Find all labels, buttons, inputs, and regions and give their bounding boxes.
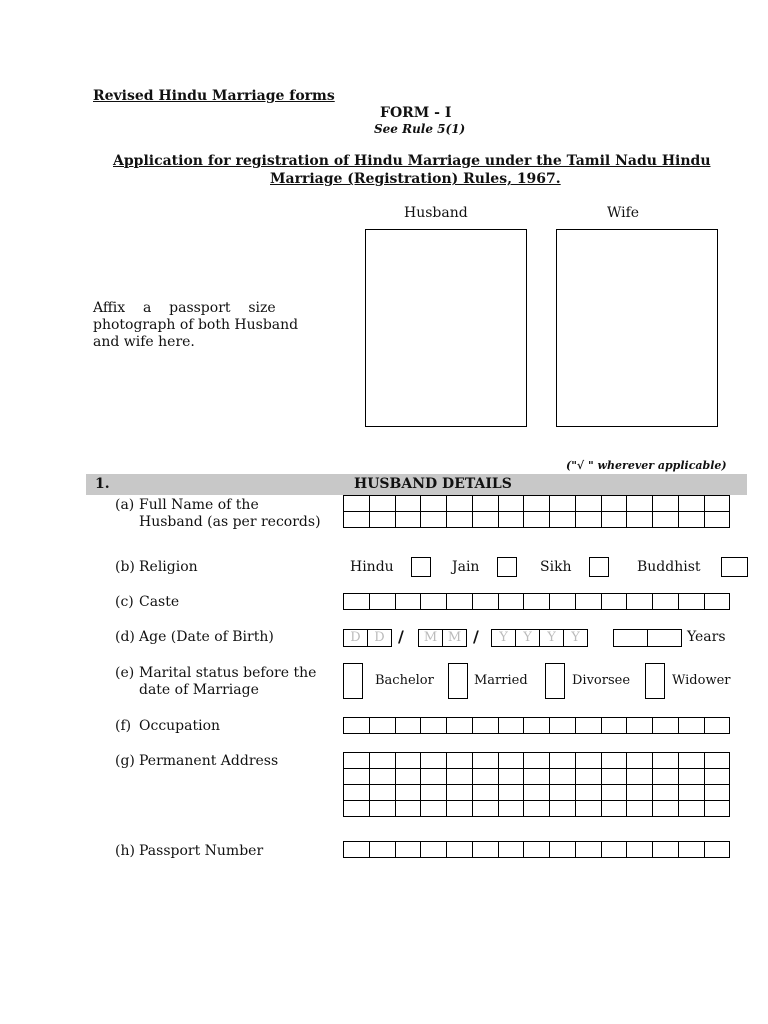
photo-instruction-line1: Affix a passport size bbox=[93, 300, 276, 316]
grid-cell[interactable] bbox=[678, 495, 705, 512]
photo-instruction-line3: and wife here. bbox=[93, 334, 195, 350]
field-d-mark: (d) bbox=[115, 629, 135, 645]
grid-cell[interactable] bbox=[369, 768, 396, 785]
dob-day-1[interactable]: D bbox=[343, 629, 368, 647]
grid-cell[interactable] bbox=[498, 495, 525, 512]
grid-cell[interactable] bbox=[498, 768, 525, 785]
grid-cell[interactable] bbox=[369, 841, 396, 858]
grid-cell[interactable] bbox=[420, 717, 447, 734]
grid-cell[interactable] bbox=[652, 841, 679, 858]
field-c-mark: (c) bbox=[115, 594, 134, 610]
grid-cell[interactable] bbox=[678, 511, 705, 528]
grid-cell[interactable] bbox=[601, 511, 628, 528]
dob-slash-1: / bbox=[398, 627, 404, 646]
grid-cell[interactable] bbox=[420, 800, 447, 817]
grid-cell[interactable] bbox=[343, 784, 370, 801]
grid-cell[interactable] bbox=[369, 593, 396, 610]
grid-cell[interactable] bbox=[446, 495, 473, 512]
grid-cell[interactable] bbox=[343, 800, 370, 817]
grid-cell[interactable] bbox=[652, 768, 679, 785]
grid-cell[interactable] bbox=[575, 800, 602, 817]
grid-cell[interactable] bbox=[678, 800, 705, 817]
grid-cell[interactable] bbox=[704, 495, 731, 512]
grid-cell[interactable] bbox=[446, 768, 473, 785]
grid-cell[interactable] bbox=[498, 511, 525, 528]
full-name-grid[interactable] bbox=[343, 495, 729, 527]
religion-sikh-checkbox[interactable] bbox=[589, 557, 609, 577]
grid-row bbox=[343, 752, 729, 768]
grid-cell[interactable] bbox=[601, 841, 628, 858]
grid-cell[interactable] bbox=[626, 784, 653, 801]
occupation-grid[interactable] bbox=[343, 717, 729, 733]
grid-row bbox=[343, 511, 729, 527]
grid-cell[interactable] bbox=[343, 768, 370, 785]
grid-cell[interactable] bbox=[704, 593, 731, 610]
grid-cell[interactable] bbox=[523, 784, 550, 801]
grid-cell[interactable] bbox=[626, 511, 653, 528]
field-b-label: Religion bbox=[139, 559, 198, 575]
form-number: FORM - I bbox=[380, 105, 452, 121]
field-e-mark: (e) bbox=[115, 665, 135, 681]
grid-cell[interactable] bbox=[369, 800, 396, 817]
grid-cell[interactable] bbox=[601, 768, 628, 785]
grid-cell[interactable] bbox=[601, 593, 628, 610]
grid-cell[interactable] bbox=[472, 511, 499, 528]
grid-cell[interactable] bbox=[343, 841, 370, 858]
grid-row bbox=[343, 495, 729, 511]
field-a-label-line2: Husband (as per records) bbox=[139, 514, 321, 530]
dob-month-2[interactable]: M bbox=[442, 629, 467, 647]
grid-cell[interactable] bbox=[523, 717, 550, 734]
grid-cell[interactable] bbox=[549, 593, 576, 610]
grid-cell[interactable] bbox=[472, 841, 499, 858]
field-f-label: Occupation bbox=[139, 718, 221, 734]
grid-cell[interactable] bbox=[652, 800, 679, 817]
dob-year-1[interactable]: Y bbox=[491, 629, 516, 647]
grid-cell[interactable] bbox=[704, 768, 731, 785]
grid-cell[interactable] bbox=[652, 495, 679, 512]
grid-row bbox=[343, 784, 729, 800]
grid-cell[interactable] bbox=[523, 752, 550, 769]
grid-cell[interactable] bbox=[549, 784, 576, 801]
grid-cell[interactable] bbox=[523, 768, 550, 785]
grid-cell[interactable] bbox=[601, 717, 628, 734]
grid-cell[interactable] bbox=[575, 495, 602, 512]
grid-cell[interactable] bbox=[678, 752, 705, 769]
grid-cell[interactable] bbox=[395, 800, 422, 817]
grid-cell[interactable] bbox=[652, 717, 679, 734]
grid-cell[interactable] bbox=[343, 593, 370, 610]
section-bar bbox=[86, 474, 747, 495]
age-years-cell-1[interactable] bbox=[613, 629, 648, 647]
marital-married-checkbox[interactable] bbox=[448, 663, 468, 699]
grid-cell[interactable] bbox=[498, 784, 525, 801]
grid-cell[interactable] bbox=[549, 511, 576, 528]
grid-cell[interactable] bbox=[626, 717, 653, 734]
grid-cell[interactable] bbox=[575, 593, 602, 610]
years-label: Years bbox=[687, 629, 726, 645]
dob-slash-2: / bbox=[473, 627, 479, 646]
address-grid[interactable] bbox=[343, 752, 729, 816]
grid-cell[interactable] bbox=[446, 784, 473, 801]
religion-hindu-label: Hindu bbox=[350, 559, 394, 575]
grid-cell[interactable] bbox=[498, 593, 525, 610]
grid-cell[interactable] bbox=[369, 752, 396, 769]
religion-jain-checkbox[interactable] bbox=[497, 557, 517, 577]
grid-cell[interactable] bbox=[343, 495, 370, 512]
grid-cell[interactable] bbox=[549, 841, 576, 858]
grid-cell[interactable] bbox=[704, 717, 731, 734]
grid-cell[interactable] bbox=[601, 784, 628, 801]
grid-cell[interactable] bbox=[420, 841, 447, 858]
grid-row bbox=[343, 841, 729, 857]
grid-row bbox=[343, 800, 729, 816]
field-b-mark: (b) bbox=[115, 559, 135, 575]
grid-cell[interactable] bbox=[626, 593, 653, 610]
grid-cell[interactable] bbox=[498, 752, 525, 769]
grid-cell[interactable] bbox=[549, 752, 576, 769]
grid-cell[interactable] bbox=[626, 768, 653, 785]
photo-instruction-line2: photograph of both Husband bbox=[93, 317, 299, 333]
grid-cell[interactable] bbox=[498, 841, 525, 858]
husband-photo-label: Husband bbox=[404, 205, 468, 221]
tick-note: ("√ " wherever applicable) bbox=[566, 459, 727, 472]
grid-cell[interactable] bbox=[446, 800, 473, 817]
grid-cell[interactable] bbox=[626, 800, 653, 817]
marital-married-label: Married bbox=[474, 673, 528, 688]
dob-year-3[interactable]: Y bbox=[539, 629, 564, 647]
document-title: Revised Hindu Marriage forms bbox=[93, 88, 335, 104]
field-d-label: Age (Date of Birth) bbox=[139, 629, 274, 645]
grid-cell[interactable] bbox=[652, 784, 679, 801]
rule-reference: See Rule 5(1) bbox=[374, 122, 466, 136]
grid-cell[interactable] bbox=[498, 800, 525, 817]
grid-cell[interactable] bbox=[498, 717, 525, 734]
field-g-mark: (g) bbox=[115, 753, 135, 769]
section-number: 1. bbox=[95, 476, 110, 492]
grid-cell[interactable] bbox=[395, 495, 422, 512]
grid-cell[interactable] bbox=[369, 495, 396, 512]
age-years-cell-2[interactable] bbox=[647, 629, 682, 647]
religion-buddhist-checkbox[interactable] bbox=[721, 557, 748, 577]
dob-month-1[interactable]: M bbox=[418, 629, 443, 647]
grid-cell[interactable] bbox=[626, 841, 653, 858]
wife-photo-label: Wife bbox=[607, 205, 640, 221]
religion-buddhist-label: Buddhist bbox=[637, 559, 701, 575]
grid-cell[interactable] bbox=[678, 841, 705, 858]
grid-cell[interactable] bbox=[549, 800, 576, 817]
grid-cell[interactable] bbox=[343, 752, 370, 769]
grid-cell[interactable] bbox=[575, 717, 602, 734]
grid-cell[interactable] bbox=[446, 752, 473, 769]
marital-bachelor-checkbox[interactable] bbox=[343, 663, 363, 699]
grid-cell[interactable] bbox=[601, 752, 628, 769]
field-a-mark: (a) bbox=[115, 497, 135, 513]
field-h-mark: (h) bbox=[115, 843, 135, 859]
caste-grid[interactable] bbox=[343, 593, 729, 609]
field-c-label: Caste bbox=[139, 594, 180, 610]
grid-cell[interactable] bbox=[678, 717, 705, 734]
grid-cell[interactable] bbox=[523, 511, 550, 528]
photo-instruction bbox=[93, 300, 336, 351]
grid-cell[interactable] bbox=[575, 768, 602, 785]
grid-cell[interactable] bbox=[343, 511, 370, 528]
grid-cell[interactable] bbox=[446, 841, 473, 858]
grid-cell[interactable] bbox=[704, 841, 731, 858]
grid-cell[interactable] bbox=[704, 511, 731, 528]
grid-cell[interactable] bbox=[395, 717, 422, 734]
grid-cell[interactable] bbox=[472, 800, 499, 817]
grid-cell[interactable] bbox=[678, 784, 705, 801]
grid-cell[interactable] bbox=[472, 768, 499, 785]
grid-cell[interactable] bbox=[420, 511, 447, 528]
grid-cell[interactable] bbox=[472, 784, 499, 801]
grid-cell[interactable] bbox=[549, 717, 576, 734]
grid-cell[interactable] bbox=[523, 495, 550, 512]
grid-cell[interactable] bbox=[395, 784, 422, 801]
grid-row bbox=[343, 717, 729, 733]
grid-cell[interactable] bbox=[678, 593, 705, 610]
grid-cell[interactable] bbox=[575, 841, 602, 858]
application-title-line2: Marriage (Registration) Rules, 1967. bbox=[270, 171, 561, 187]
religion-hindu-checkbox[interactable] bbox=[411, 557, 431, 577]
grid-cell[interactable] bbox=[446, 717, 473, 734]
dob-year-4[interactable]: Y bbox=[563, 629, 588, 647]
grid-cell[interactable] bbox=[395, 841, 422, 858]
grid-cell[interactable] bbox=[472, 717, 499, 734]
wife-photo-box[interactable] bbox=[556, 229, 718, 427]
grid-cell[interactable] bbox=[369, 511, 396, 528]
field-a-label-line1: Full Name of the bbox=[139, 497, 259, 513]
grid-cell[interactable] bbox=[626, 495, 653, 512]
grid-cell[interactable] bbox=[704, 752, 731, 769]
field-e-label-line1: Marital status before the bbox=[139, 665, 317, 681]
marital-divorsee-checkbox[interactable] bbox=[545, 663, 565, 699]
grid-cell[interactable] bbox=[369, 784, 396, 801]
grid-cell[interactable] bbox=[652, 752, 679, 769]
grid-cell[interactable] bbox=[472, 752, 499, 769]
grid-cell[interactable] bbox=[575, 511, 602, 528]
grid-cell[interactable] bbox=[420, 752, 447, 769]
field-h-label: Passport Number bbox=[139, 843, 264, 859]
grid-cell[interactable] bbox=[523, 841, 550, 858]
grid-cell[interactable] bbox=[575, 752, 602, 769]
passport-grid[interactable] bbox=[343, 841, 729, 857]
grid-cell[interactable] bbox=[420, 593, 447, 610]
grid-cell[interactable] bbox=[652, 511, 679, 528]
religion-sikh-label: Sikh bbox=[540, 559, 572, 575]
marital-bachelor-label: Bachelor bbox=[375, 673, 434, 688]
field-f-mark: (f) bbox=[115, 718, 132, 734]
religion-jain-label: Jain bbox=[452, 559, 480, 575]
grid-cell[interactable] bbox=[704, 784, 731, 801]
grid-cell[interactable] bbox=[601, 495, 628, 512]
grid-cell[interactable] bbox=[343, 717, 370, 734]
grid-cell[interactable] bbox=[446, 593, 473, 610]
grid-cell[interactable] bbox=[420, 784, 447, 801]
section-title: HUSBAND DETAILS bbox=[354, 476, 512, 492]
grid-cell[interactable] bbox=[395, 768, 422, 785]
grid-cell[interactable] bbox=[549, 768, 576, 785]
grid-cell[interactable] bbox=[446, 511, 473, 528]
grid-row bbox=[343, 768, 729, 784]
marital-divorsee-label: Divorsee bbox=[572, 673, 631, 688]
field-e-label-line2: date of Marriage bbox=[139, 682, 259, 698]
marital-widower-label: Widower bbox=[672, 673, 731, 688]
grid-cell[interactable] bbox=[395, 752, 422, 769]
dob-year-2[interactable]: Y bbox=[515, 629, 540, 647]
husband-photo-box[interactable] bbox=[365, 229, 527, 427]
grid-cell[interactable] bbox=[420, 495, 447, 512]
dob-day-2[interactable]: D bbox=[367, 629, 392, 647]
grid-cell[interactable] bbox=[704, 800, 731, 817]
field-g-label: Permanent Address bbox=[139, 753, 279, 769]
grid-cell[interactable] bbox=[369, 717, 396, 734]
marital-widower-checkbox[interactable] bbox=[645, 663, 665, 699]
grid-cell[interactable] bbox=[678, 768, 705, 785]
grid-cell[interactable] bbox=[626, 752, 653, 769]
grid-cell[interactable] bbox=[652, 593, 679, 610]
grid-cell[interactable] bbox=[523, 800, 550, 817]
grid-row bbox=[343, 593, 729, 609]
application-title-line1: Application for registration of Hindu Marriage under the Tamil Nadu Hindu bbox=[113, 153, 711, 169]
grid-cell[interactable] bbox=[472, 495, 499, 512]
grid-cell[interactable] bbox=[395, 511, 422, 528]
grid-cell[interactable] bbox=[601, 800, 628, 817]
grid-cell[interactable] bbox=[549, 495, 576, 512]
grid-cell[interactable] bbox=[420, 768, 447, 785]
grid-cell[interactable] bbox=[575, 784, 602, 801]
grid-cell[interactable] bbox=[395, 593, 422, 610]
grid-cell[interactable] bbox=[523, 593, 550, 610]
grid-cell[interactable] bbox=[472, 593, 499, 610]
